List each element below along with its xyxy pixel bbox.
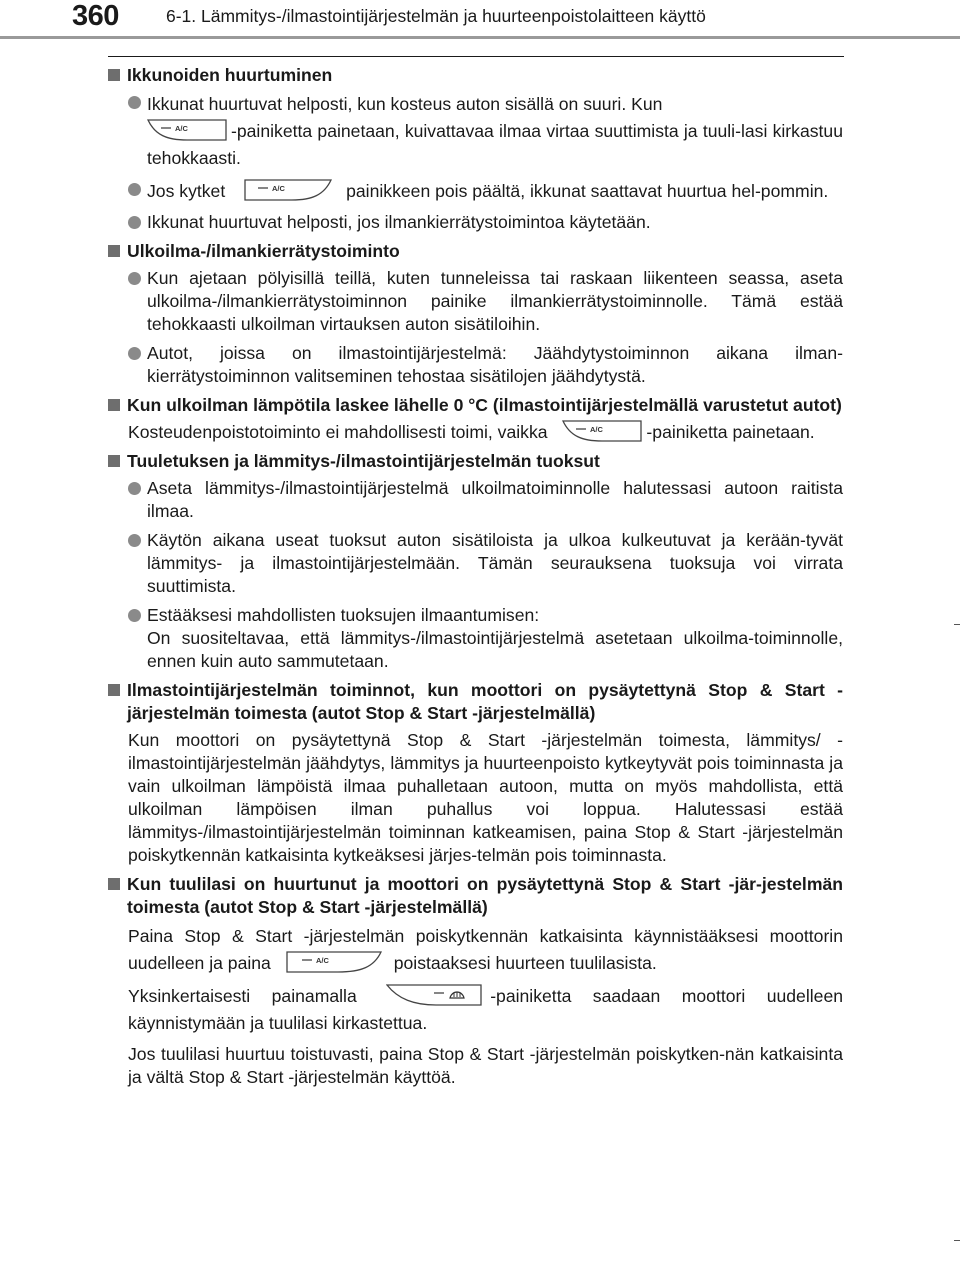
edge-tick — [954, 1240, 960, 1241]
section-heading: Ikkunoiden huurtuminen — [106, 64, 843, 87]
content-top-rule — [108, 56, 844, 57]
front-defroster-button-icon — [386, 984, 482, 1006]
list-item: Ikkunat huurtuvat helposti, kun kosteus auton sisällä on suuri. Kun A/C -painiketta painetaan, kuivattavaa ilmaa virtaa suuttimista ja tuuli-lasi kirkastuu tehokkaasti. — [106, 91, 843, 172]
list-item: Autot, joissa on ilmastointijärjestelmä: Jäähdytystoiminnon aikana ilman-kierrätystoiminnon valitseminen tehostaa sisätilojen jäähdytystä. — [106, 342, 843, 388]
paragraph: Kun moottori on pysäytettynä Stop & Start -järjestelmän toimesta, lämmitys/ -ilmastointijärjestelmän jäähdytys, lämmitys ja huurteenpoisto kytkeytyvät pois toiminnasta ja vain ulkoilman lämpöistä ilmaa puhalletaan autoon, mutta on myös mahdollista, että ulkoilman lämpöisen ilman puhallus voi loppua. Halutessasi estää lämmitys-/ilmastointijärjestelmän toiminnan katkeamisen, paina Stop & Start -järjestelmän poiskytkennän katkaisinta kytkeäksesi järjes-telmän pois toiminnasta. — [128, 730, 843, 865]
square-bullet-icon — [108, 684, 120, 696]
list-item: Estääksesi mahdollisten tuoksujen ilmaantumisen: On suositeltavaa, että lämmitys-/ilmastointijärjestelmä asetetaan ulkoilma-toiminnolle, ennen kuin auto sammutetaan. — [106, 604, 843, 673]
paragraph: Paina Stop & Start -järjestelmän poiskytkennän katkaisinta käynnistääksesi moottorin uudelleen ja paina A/C poistaaksesi huurteen tuulilasista. — [128, 926, 843, 973]
ac-button-icon — [562, 420, 642, 442]
square-bullet-icon — [108, 399, 120, 411]
section-odors — [106, 450, 843, 673]
square-bullet-icon — [108, 455, 120, 467]
section-recirculation — [106, 240, 843, 388]
svg-text:A/C: A/C — [315, 956, 329, 966]
section-heading: Ulkoilma-/ilmankierrätystoiminto — [106, 240, 843, 263]
round-bullet-icon — [128, 482, 141, 495]
paragraph: Yksinkertaisesti painamalla -painiketta saadaan moottori uudelleen käynnistymään ja tuulilasi kirkastettua. — [128, 986, 844, 1033]
svg-text:A/C: A/C — [272, 184, 286, 194]
round-bullet-icon — [128, 347, 141, 360]
section-window-fogging — [106, 64, 843, 234]
list-item: Kun ajetaan pölyisillä teillä, kuten tunneleissa tai raskaan liikenteen seassa, aseta ulkoilma-/ilmankierrätystoiminnon painike ilmankierrätystoiminnolle. Tämä estää tehokkaasti ulkoilman virtauksen auton sisätiloihin. — [106, 267, 843, 336]
list-item: Jos kytket A/C painikkeen pois päältä, ikkunat saattavat huurtua hel-pommin. — [106, 178, 843, 205]
ac-button-icon — [244, 179, 332, 201]
section-heading: Tuuletuksen ja lämmitys-/ilmastointijärjestelmän tuoksut — [106, 450, 843, 473]
paragraph: Jos tuulilasi huurtuu toistuvasti, paina Stop & Start -järjestelmän poiskytken-nän katkaisinta ja vältä Stop & Start -järjestelmän käyttöä. — [128, 1044, 843, 1087]
round-bullet-icon — [128, 216, 141, 229]
page-content — [106, 64, 843, 1095]
section-heading: Ilmastointijärjestelmän toiminnot, kun moottori on pysäytettynä Stop & Start -järjestelmän toimesta (autot Stop & Start -järjestelmällä) — [106, 679, 843, 725]
svg-text:A/C: A/C — [175, 124, 188, 134]
list-item: Ikkunat huurtuvat helposti, jos ilmankierrätystoimintoa käytetään. — [106, 211, 843, 234]
section-low-temperature — [106, 394, 843, 444]
ac-button-icon — [286, 951, 382, 973]
square-bullet-icon — [108, 69, 120, 81]
chapter-title: 6-1. Lämmitys-/ilmastointijärjestelmän ja huurteenpoistolaitteen käyttö — [166, 6, 706, 26]
header-divider — [0, 36, 960, 39]
page-header — [0, 0, 960, 38]
square-bullet-icon — [108, 878, 120, 890]
round-bullet-icon — [128, 96, 141, 109]
paragraph: Kosteudenpoistotoiminto ei mahdollisesti toimi, vaikka A/C -painiketta painetaan. — [128, 422, 815, 442]
ac-button-icon — [147, 119, 227, 141]
section-stop-start-ac — [106, 679, 843, 867]
section-heading: Kun ulkoilman lämpötila laskee lähelle 0 °C (ilmastointijärjestelmällä varustetut autot) — [106, 394, 843, 417]
edge-tick — [954, 624, 960, 625]
page-number: 360 — [72, 0, 119, 32]
round-bullet-icon — [128, 272, 141, 285]
section-heading: Kun tuulilasi on huurtunut ja moottori on pysäytettynä Stop & Start -jär-jestelmän toimesta (autot Stop & Start -järjestelmällä) — [106, 873, 843, 919]
round-bullet-icon — [128, 534, 141, 547]
round-bullet-icon — [128, 183, 141, 196]
square-bullet-icon — [108, 245, 120, 257]
round-bullet-icon — [128, 609, 141, 622]
list-item: Käytön aikana useat tuoksut auton sisätiloista ja ulkoa kulkeutuvat ja kerään-tyvät lämmitys- ja ilmastointijärjestelmään. Tämän seurauksena tuoksuja voi virrata suuttimista. — [106, 529, 843, 598]
svg-text:A/C: A/C — [590, 425, 604, 435]
list-item: Aseta lämmitys-/ilmastointijärjestelmä ulkoilmatoiminnolle halutessasi autoon raitista ilmaa. — [106, 477, 843, 523]
section-stop-start-defog — [106, 873, 843, 1089]
